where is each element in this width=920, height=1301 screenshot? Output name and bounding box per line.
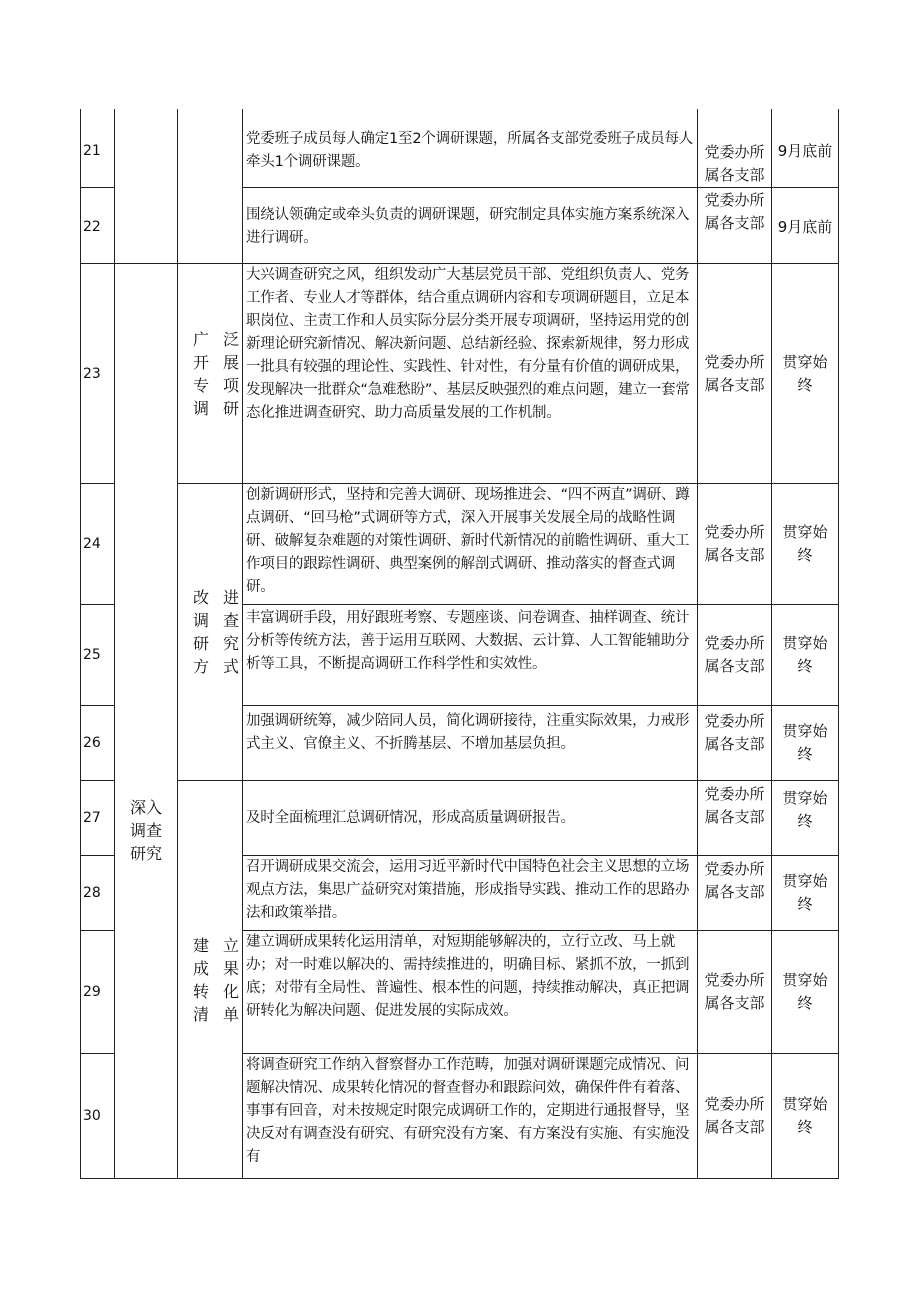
deadline: 贯穿始终 (782, 352, 828, 394)
responsible-unit: 党委办所属各支部 (704, 352, 765, 394)
responsible-unit: 党委办所属各支部 (704, 142, 765, 184)
row-number: 23 (83, 365, 101, 382)
deadline: 贯穿始终 (782, 789, 828, 830)
deadline: 贯穿始终 (782, 971, 828, 1012)
deadline: 9月底前 (777, 217, 833, 236)
responsible-unit: 党委办所属各支部 (704, 191, 765, 232)
deadline: 贯穿始终 (782, 872, 828, 913)
task-content: 建立调研成果转化运用清单，对短期能够解决的，立行立改、马上就办；对一时难以解决的、需持续推进的，明确目标、紧抓不放，一抓到底；对带有全局性、普遍性、根本性的问题，持续推动解决，真正把调研转化为解决问题、促进发展的实际成效。 (246, 934, 690, 1019)
deadline: 贯穿始终 (782, 1095, 828, 1136)
subcategory-cell (178, 484, 242, 780)
task-content: 加强调研统筹，减少陪同人员，简化调研接待，注重实际效果，力戒形式主义、官僚主义、不折腾基层、不增加基层负担。 (246, 713, 690, 752)
task-content: 大兴调查研究之风，组织发动广大基层党员干部、党组织负责人、党务工作者、专业人才等群体，结合重点调研内容和专项调研题目，立足本职岗位、主责工作和人员实际分层分类开展专项调研，坚持运用党的创新理论研究新情况、解决新问题、总结新经验、探索新规律，努力形成一批具有较强的理论性、实践性、针对性，有分量有价值的调研成果，发现解决一批群众“急难愁盼”、基层反映强烈的难点问题，建立一套常态化推进调查研究、助力高质量发展的工作机制。 (246, 267, 690, 421)
category-cell (115, 483, 177, 1178)
deadline: 9月底前 (777, 141, 833, 160)
subcategory-label: 建立成果转化清单 (193, 935, 239, 1024)
task-content: 围绕认领确定或牵头负责的调研课题，研究制定具体实施方案系统深入进行调研。 (246, 207, 690, 246)
responsible-unit: 党委办所属各支部 (704, 1095, 765, 1136)
row-divider (80, 187, 114, 188)
task-content: 将调查研究工作纳入督察督办工作范畴，加强对调研课题完成情况、问题解决情况、成果转化情况的督查督办和跟踪问效，确保件件有着落、事事有回音，对未按规定时限完成调研工作的，定期进行通报督导，坚决反对有调查没有研究、有研究没有方案、有方案没有实施、有实施没有 (246, 1057, 690, 1165)
task-content: 丰富调研手段，用好跟班考察、专题座谈、问卷调查、抽样调查、统计分析等传统方法，善于运用互联网、大数据、云计算、人工智能辅助分析等工具，不断提高调研工作科学性和实效性。 (246, 610, 690, 672)
row-number: 22 (83, 219, 101, 235)
row-number: 25 (83, 647, 101, 663)
row-number: 27 (83, 810, 101, 826)
row-number: 24 (83, 536, 101, 552)
task-content: 及时全面梳理汇总调研情况，形成高质量调研报告。 (246, 809, 575, 826)
task-content: 创新调研形式，坚持和完善大调研、现场推进会、“四不两直”调研、蹲点调研、“回马枪”式调研等方式，深入开展事关发展全局的战略性调研、破解复杂难题的对策性调研、新时代新情况的前瞻性调研、重大工作项目的跟踪性调研、典型案例的解剖式调研、推动落实的督查式调研。 (246, 487, 690, 595)
responsible-unit: 党委办所属各支部 (704, 523, 765, 564)
row-number: 30 (83, 1108, 101, 1124)
row-number: 21 (83, 143, 101, 159)
task-content: 党委班子成员每人确定1至2个调研课题，所属各支部党委班子成员每人牵头1个调研课题。 (246, 131, 694, 170)
responsible-unit: 党委办所属各支部 (704, 860, 765, 901)
responsible-unit: 党委办所属各支部 (704, 971, 765, 1012)
responsible-unit: 党委办所属各支部 (704, 634, 765, 675)
subcategory-label: 广泛开展专项调研 (193, 329, 239, 418)
task-content: 召开调研成果交流会，运用习近平新时代中国特色社会主义思想的立场观点方法，集思广益研究对策措施，形成指导实践、推动工作的思路办法和政策举措。 (246, 859, 690, 921)
subcategory-cell (178, 264, 242, 483)
row-number: 26 (83, 735, 101, 751)
row-number: 28 (83, 885, 101, 901)
subcategory-cell (178, 781, 242, 1178)
deadline: 贯穿始终 (782, 634, 828, 675)
responsible-unit: 党委办所属各支部 (704, 785, 765, 826)
table-border-bottom (80, 1178, 839, 1179)
subcategory-label: 改进调查研究方式 (193, 588, 239, 676)
deadline: 贯穿始终 (782, 722, 828, 763)
row-number: 29 (83, 984, 101, 1000)
deadline: 贯穿始终 (782, 523, 828, 564)
responsible-unit: 党委办所属各支部 (704, 712, 765, 753)
table-border-right (838, 109, 839, 1179)
category-label: 深入调查研究 (129, 798, 162, 863)
